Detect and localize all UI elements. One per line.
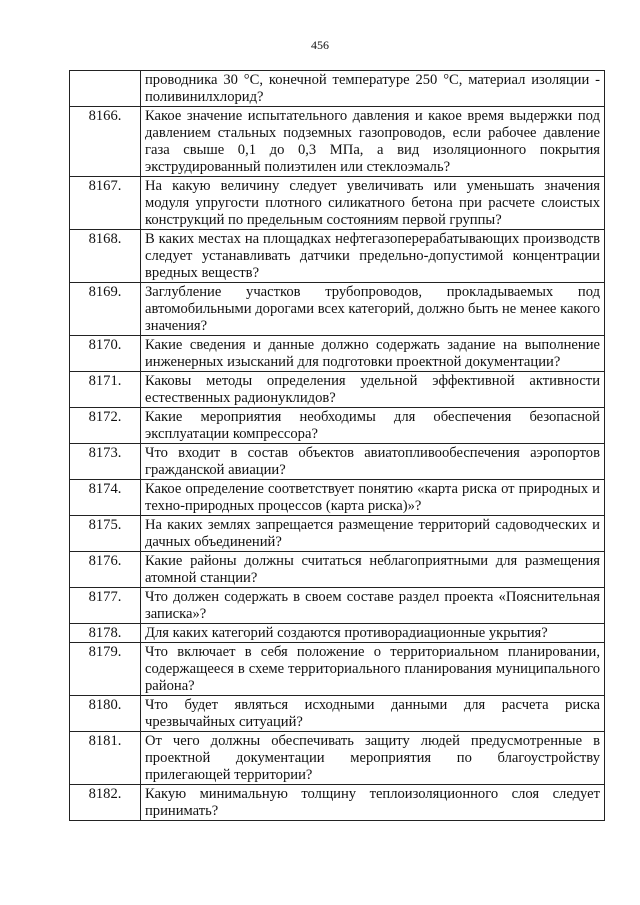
table-row (70, 732, 605, 785)
question-number: 8174. (70, 480, 141, 516)
table-row (70, 336, 605, 372)
table-row (70, 785, 605, 821)
question-number: 8176. (70, 552, 141, 588)
table-row (70, 624, 605, 643)
question-number: 8180. (70, 696, 141, 732)
question-text: Что должен содержать в своем составе раздел проекта «Пояснительная записка»? (141, 588, 605, 624)
question-text: Какое определение соответствует понятию «карта риска от природных и техно-природных процессов (карта риска)»? (141, 480, 605, 516)
table-row (70, 230, 605, 283)
question-number: 8167. (70, 177, 141, 230)
table-row (70, 444, 605, 480)
question-text: Какую минимальную толщину теплоизоляционного слоя следует принимать? (141, 785, 605, 821)
question-text: Для каких категорий создаются противорадиационные укрытия? (141, 624, 605, 643)
question-number: 8166. (70, 107, 141, 177)
table-row (70, 107, 605, 177)
question-number: 8171. (70, 372, 141, 408)
question-text: проводника 30 °С, конечной температуре 250 °С, материал изоляции - поливинилхлорид? (141, 71, 605, 107)
question-text: В каких местах на площадках нефтегазоперерабатывающих производств следует устанавливать датчики предельно-допустимой концентрации вредных веществ? (141, 230, 605, 283)
question-text: От чего должны обеспечивать защиту людей предусмотренные в проектной документации мероприятия по благоустройству прилегающей территории? (141, 732, 605, 785)
table-row (70, 283, 605, 336)
page-number: 456 (311, 38, 329, 52)
question-text: Что включает в себя положение о территориальном планировании, содержащееся в схеме территориального планирования муниципального района? (141, 643, 605, 696)
question-number: 8173. (70, 444, 141, 480)
table-row (70, 552, 605, 588)
question-number: 8178. (70, 624, 141, 643)
table-row (70, 643, 605, 696)
question-text: Какие сведения и данные должно содержать задание на выполнение инженерных изысканий для подготовки проектной документации? (141, 336, 605, 372)
question-number (70, 71, 141, 107)
question-text: Что входит в состав объектов авиатопливообеспечения аэропортов гражданской авиации? (141, 444, 605, 480)
question-text: Какие мероприятия необходимы для обеспечения безопасной эксплуатации компрессора? (141, 408, 605, 444)
question-text: Что будет являться исходными данными для расчета риска чрезвычайных ситуаций? (141, 696, 605, 732)
question-number: 8182. (70, 785, 141, 821)
table-row (70, 588, 605, 624)
question-number: 8179. (70, 643, 141, 696)
question-text: Какое значение испытательного давления и какое время выдержки под давлением стальных подземных газопроводов, если рабочее давление газа свыше 0,1 до 0,3 МПа, а вид изоляционного покрытия экструдированный полиэтилен или стеклоэмаль? (141, 107, 605, 177)
table-row (70, 71, 605, 107)
question-number: 8177. (70, 588, 141, 624)
questions-table (69, 70, 605, 821)
question-number: 8175. (70, 516, 141, 552)
question-text: Каковы методы определения удельной эффективной активности естественных радионуклидов? (141, 372, 605, 408)
question-text: Какие районы должны считаться неблагоприятными для размещения атомной станции? (141, 552, 605, 588)
table-row (70, 480, 605, 516)
question-text: Заглубление участков трубопроводов, прокладываемых под автомобильными дорогами всех категорий, должно быть не менее какого значения? (141, 283, 605, 336)
question-number: 8181. (70, 732, 141, 785)
question-number: 8168. (70, 230, 141, 283)
question-number: 8170. (70, 336, 141, 372)
question-number: 8172. (70, 408, 141, 444)
table-row (70, 696, 605, 732)
question-text: На каких землях запрещается размещение территорий садоводческих и дачных объединений? (141, 516, 605, 552)
question-text: На какую величину следует увеличивать или уменьшать значения модуля упругости плотного силикатного бетона при расчете слоистых конструкций по предельным состояниям первой группы? (141, 177, 605, 230)
table-row (70, 516, 605, 552)
question-number: 8169. (70, 283, 141, 336)
table-row (70, 408, 605, 444)
table-row (70, 177, 605, 230)
table-row (70, 372, 605, 408)
